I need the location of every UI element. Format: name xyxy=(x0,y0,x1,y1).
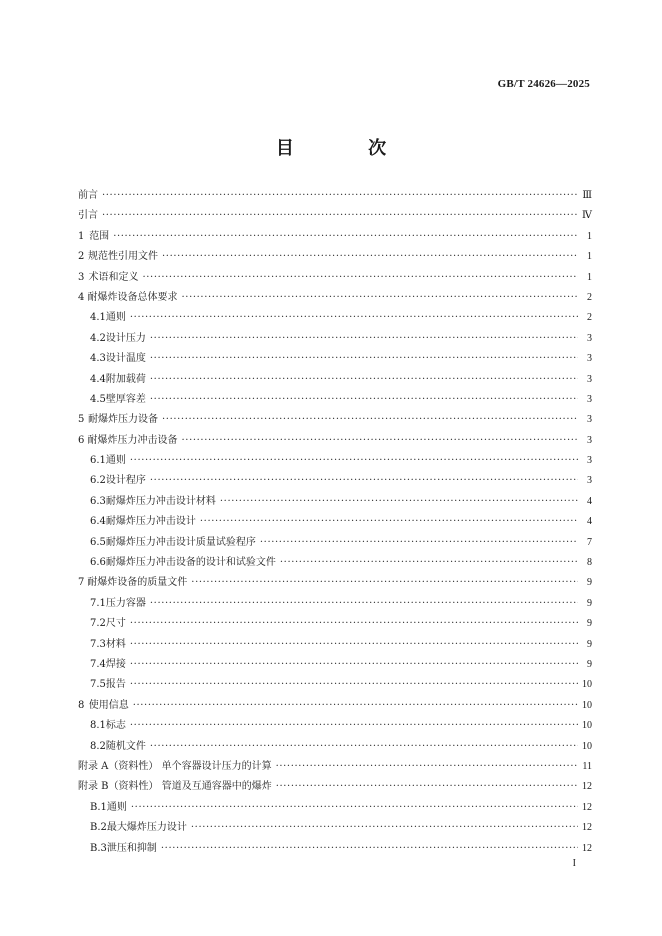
toc-entry-number: 7.3 xyxy=(90,638,106,650)
toc-entry-page: 3 xyxy=(587,353,592,365)
toc-dot-leader xyxy=(276,777,578,797)
toc-entry-label: 耐爆炸设备总体要求 xyxy=(87,291,178,303)
toc-entry[interactable] xyxy=(78,777,592,797)
toc-dot-leader xyxy=(130,716,578,736)
toc-dot-leader xyxy=(150,370,578,390)
toc-entry-page: 9 xyxy=(587,658,592,670)
toc-entry-page: 3 xyxy=(587,414,592,426)
toc-entry-label: 耐爆炸压力冲击设备 xyxy=(87,434,178,446)
toc-dot-leader xyxy=(182,288,578,308)
toc-entry-page: 3 xyxy=(587,332,592,344)
toc-entry-number: 7.4 xyxy=(90,658,106,670)
toc-entry-number: 8.1 xyxy=(90,720,106,732)
toc-entry-label: 耐爆炸压力冲击设计 xyxy=(105,516,196,528)
toc-dot-leader xyxy=(150,594,578,614)
toc-entry-page: 8 xyxy=(587,557,592,569)
toc-dot-leader xyxy=(191,818,578,838)
toc-dot-leader xyxy=(113,227,578,247)
toc-entry-label: 最大爆炸压力设计 xyxy=(106,822,187,834)
toc-dot-leader xyxy=(276,757,578,777)
toc-entry-label: 通则 xyxy=(105,312,126,324)
toc-dot-leader xyxy=(142,268,578,288)
toc-entry-number: 4.4 xyxy=(90,373,106,385)
toc-dot-leader xyxy=(162,247,578,267)
toc-entry[interactable] xyxy=(78,410,592,430)
page-number: I xyxy=(572,858,576,869)
toc-dot-leader xyxy=(130,614,578,634)
toc-entry[interactable] xyxy=(78,675,592,695)
toc-entry[interactable] xyxy=(78,573,592,593)
toc-entry-number: 4 xyxy=(78,291,85,303)
toc-entry-label: 附录 B（资料性） 管道及互通容器中的爆炸 xyxy=(78,781,272,793)
toc-entry-page: 10 xyxy=(582,699,592,711)
toc-entry[interactable] xyxy=(78,308,592,328)
toc-entry[interactable] xyxy=(78,635,592,655)
toc-entry-page: 12 xyxy=(582,801,592,813)
toc-entry-label: 泄压和抑制 xyxy=(106,842,157,854)
toc-dot-leader xyxy=(162,410,578,430)
toc-entry[interactable] xyxy=(78,716,592,736)
toc-entry-label: 术语和定义 xyxy=(88,271,139,283)
standard-number: GB/T 24626—2025 xyxy=(497,78,590,90)
toc-entry-page: 4 xyxy=(587,495,592,507)
toc-entry[interactable] xyxy=(78,757,592,777)
toc-entry-number: 6.1 xyxy=(90,455,106,467)
toc-dot-leader xyxy=(102,186,578,206)
toc-entry[interactable] xyxy=(78,614,592,634)
toc-dot-leader xyxy=(260,533,578,553)
toc-entry-number: B.1 xyxy=(90,801,107,813)
toc-entry-page: 12 xyxy=(582,822,592,834)
toc-entry-label: 耐爆炸设备的质量文件 xyxy=(87,577,188,589)
toc-entry-page: 11 xyxy=(582,760,592,772)
toc-dot-leader xyxy=(220,492,578,512)
toc-entry[interactable] xyxy=(78,737,592,757)
toc-entry-number: 7.2 xyxy=(90,618,106,630)
toc-entry-label: 耐爆炸压力冲击设计质量试验程序 xyxy=(105,536,256,548)
toc-dot-leader xyxy=(130,675,578,695)
toc-entry-number: 7 xyxy=(78,577,85,589)
toc-entry-number: 4.2 xyxy=(90,332,106,344)
toc-entry[interactable] xyxy=(78,798,592,818)
toc-entry-label: 尺寸 xyxy=(105,618,126,630)
toc-entry-label: 设计程序 xyxy=(105,475,146,487)
toc-entry[interactable] xyxy=(78,512,592,532)
toc-entry-page: 1 xyxy=(587,271,592,283)
toc-entry-number: 1 xyxy=(78,230,85,242)
toc-entry[interactable] xyxy=(78,227,592,247)
toc-entry-page: 9 xyxy=(587,577,592,589)
toc-entry-label: 前言 xyxy=(78,190,98,201)
table-of-contents xyxy=(78,186,592,859)
toc-entry[interactable] xyxy=(78,186,592,206)
toc-entry-number: 4.3 xyxy=(90,353,106,365)
toc-entry-number: 4.5 xyxy=(90,393,106,405)
toc-entry-label: 引言 xyxy=(78,210,98,222)
toc-entry-page: 4 xyxy=(587,516,592,528)
toc-entry-label: 压力容器 xyxy=(105,597,146,609)
toc-entry-label: 标志 xyxy=(105,720,126,732)
toc-entry-label: 报告 xyxy=(105,679,126,691)
toc-entry-page: 9 xyxy=(587,638,592,650)
toc-entry[interactable] xyxy=(78,247,592,267)
toc-entry[interactable] xyxy=(78,370,592,390)
toc-entry-label: 设计压力 xyxy=(105,332,146,344)
toc-entry-number: 5 xyxy=(78,414,85,426)
toc-dot-leader xyxy=(130,451,578,471)
toc-entry-page: 10 xyxy=(582,720,592,732)
toc-entry-page: Ⅳ xyxy=(582,210,592,222)
toc-entry-number: 8.2 xyxy=(90,740,106,752)
toc-entry-number: 6.6 xyxy=(90,557,106,569)
toc-entry-label: 通则 xyxy=(106,801,127,813)
toc-entry-page: 9 xyxy=(587,618,592,630)
toc-dot-leader xyxy=(133,696,578,716)
toc-entry-page: 3 xyxy=(587,455,592,467)
toc-dot-leader xyxy=(161,839,578,859)
toc-entry-number: 4.1 xyxy=(90,312,106,324)
toc-entry-page: 9 xyxy=(587,597,592,609)
toc-entry-number: 6.3 xyxy=(90,495,106,507)
toc-entry[interactable] xyxy=(78,818,592,838)
toc-dot-leader xyxy=(150,737,578,757)
toc-entry-page: 12 xyxy=(582,781,592,793)
toc-dot-leader xyxy=(191,573,578,593)
toc-entry-label: 耐爆炸压力冲击设备的设计和试验文件 xyxy=(105,557,276,569)
toc-dot-leader xyxy=(131,798,578,818)
toc-entry-page: 10 xyxy=(582,679,592,691)
toc-entry-label: 耐爆炸压力设备 xyxy=(88,414,159,426)
toc-entry[interactable] xyxy=(78,696,592,716)
toc-dot-leader xyxy=(130,308,578,328)
toc-dot-leader xyxy=(280,553,578,573)
toc-entry-number: 6 xyxy=(78,434,85,446)
toc-entry-label: 耐爆炸压力冲击设计材料 xyxy=(105,495,216,507)
toc-entry[interactable] xyxy=(78,655,592,675)
toc-entry-label: 使用信息 xyxy=(88,699,129,711)
toc-entry-page: 1 xyxy=(587,230,592,242)
toc-entry-page: 2 xyxy=(587,312,592,324)
toc-entry-number: 3 xyxy=(78,271,85,283)
page-title: 目 次 xyxy=(275,138,421,159)
toc-dot-leader xyxy=(130,655,578,675)
toc-entry-page: 3 xyxy=(587,434,592,446)
toc-entry-page: 10 xyxy=(582,740,592,752)
toc-entry-number: 7.1 xyxy=(90,597,106,609)
toc-entry-page: 1 xyxy=(587,251,592,263)
toc-entry-label: 焊接 xyxy=(105,658,126,670)
toc-entry-number: 8 xyxy=(78,699,85,711)
toc-entry[interactable] xyxy=(78,553,592,573)
toc-entry[interactable] xyxy=(78,839,592,859)
toc-entry-page: 12 xyxy=(582,842,592,854)
toc-entry-page: 2 xyxy=(587,291,592,303)
toc-entry-label: 附加载荷 xyxy=(105,373,146,385)
toc-entry[interactable] xyxy=(78,594,592,614)
toc-entry-label: 范围 xyxy=(89,230,110,242)
toc-entry[interactable] xyxy=(78,329,592,349)
toc-entry-number: 6.5 xyxy=(90,536,106,548)
toc-entry-number: B.2 xyxy=(90,822,107,834)
toc-dot-leader xyxy=(182,431,578,451)
toc-entry-number: 7.5 xyxy=(90,679,106,691)
toc-entry[interactable] xyxy=(78,390,592,410)
toc-entry-label: 随机文件 xyxy=(105,740,146,752)
toc-entry-label: 通则 xyxy=(105,455,126,467)
toc-entry[interactable] xyxy=(78,492,592,512)
toc-dot-leader xyxy=(150,349,578,369)
toc-entry-label: 壁厚容差 xyxy=(105,393,146,405)
toc-dot-leader xyxy=(150,471,578,491)
toc-dot-leader xyxy=(200,512,578,532)
toc-entry-label: 附录 A（资料性） 单个容器设计压力的计算 xyxy=(78,760,272,772)
toc-dot-leader xyxy=(130,635,578,655)
toc-entry-page: Ⅲ xyxy=(582,190,592,201)
toc-entry-page: 3 xyxy=(587,373,592,385)
toc-entry-number: B.3 xyxy=(90,842,107,854)
toc-entry-number: 6.2 xyxy=(90,475,106,487)
toc-dot-leader xyxy=(102,206,578,226)
toc-entry[interactable] xyxy=(78,533,592,553)
toc-entry-number: 2 xyxy=(78,251,85,263)
toc-dot-leader xyxy=(150,390,578,410)
toc-entry-label: 设计温度 xyxy=(105,353,146,365)
toc-entry[interactable] xyxy=(78,431,592,451)
toc-entry[interactable] xyxy=(78,268,592,288)
toc-entry[interactable] xyxy=(78,451,592,471)
toc-entry-label: 规范性引用文件 xyxy=(88,251,159,263)
toc-entry[interactable] xyxy=(78,349,592,369)
toc-entry-page: 7 xyxy=(587,536,592,548)
toc-entry[interactable] xyxy=(78,471,592,491)
toc-entry-page: 3 xyxy=(587,393,592,405)
toc-entry[interactable] xyxy=(78,206,592,226)
toc-entry-label: 材料 xyxy=(105,638,126,650)
toc-dot-leader xyxy=(150,329,578,349)
toc-entry-page: 3 xyxy=(587,475,592,487)
toc-entry[interactable] xyxy=(78,288,592,308)
toc-entry-number: 6.4 xyxy=(90,516,106,528)
